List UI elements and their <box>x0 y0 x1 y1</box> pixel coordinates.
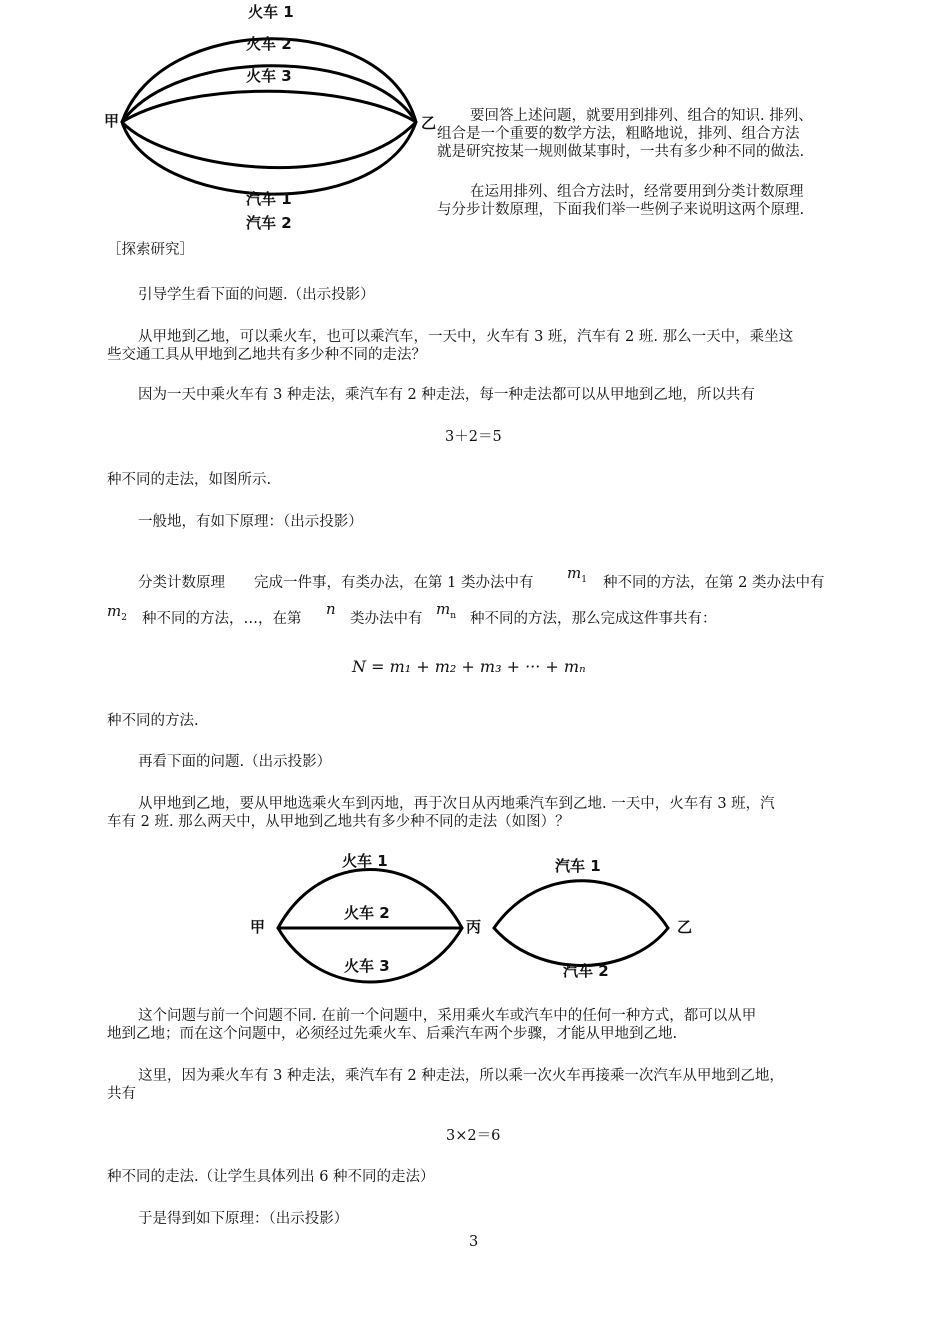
fig2-label-train-2: 火车 2 <box>344 904 390 922</box>
fig2-label-bus-2: 汽车 2 <box>563 962 609 980</box>
here-line-2: 共有 <box>107 1086 136 1102</box>
var-m1-letter: m <box>567 564 582 582</box>
principle-line-2b: 类办法中有 <box>350 611 423 627</box>
label-end-yi: 乙 <box>421 114 437 132</box>
fig2-label-jia: 甲 <box>250 918 266 936</box>
label-bus-1: 汽车 1 <box>246 190 292 208</box>
var-m2-sub: 2 <box>121 613 127 623</box>
label-train-2: 火车 2 <box>246 35 292 53</box>
page-number: 3 <box>469 1234 479 1250</box>
principle-line-1a: 分类计数原理 完成一件事，有类办法，在第 1 类办法中有 <box>138 575 534 591</box>
again-line: 再看下面的问题.（出示投影） <box>138 754 332 770</box>
route-bus-2-bottom <box>494 928 668 966</box>
sum-formula: N = m₁ + m₂ + m₃ + ··· + mₙ <box>352 657 586 676</box>
thus-line: 于是得到如下原理：（出示投影） <box>138 1211 349 1227</box>
route-bus-1-top <box>494 881 668 928</box>
result2-line: 种不同的方法. <box>107 713 199 729</box>
intro-line-2: 组合是一个重要的数学方法，粗略地说，排列、组合方法 <box>437 126 800 142</box>
result1-line: 种不同的走法，如图所示. <box>107 472 272 488</box>
question2-line-2: 车有 2 班. 那么两天中，从甲地到乙地共有多少种不同的走法（如图）？ <box>107 814 570 830</box>
label-train-3: 火车 3 <box>246 67 292 85</box>
general-line: 一般地，有如下原理：（出示投影） <box>138 514 363 530</box>
intro-line-3: 就是研究按某一规则做某事时，一共有多少种不同的做法. <box>437 144 805 160</box>
question1-line-2: 些交通工具从甲地到乙地共有多少种不同的走法？ <box>107 347 426 363</box>
intro-line-4: 在运用排列、组合方法时，经常要用到分类计数原理 <box>470 184 804 200</box>
intro-line-5: 与分步计数原理，下面我们举一些例子来说明这两个原理. <box>437 202 805 218</box>
difference-line-1: 这个问题与前一个问题不同. 在前一个问题中，采用乘火车或汽车中的任何一种方式，都可以从甲 <box>138 1008 757 1024</box>
principle-line-2c: 种不同的方法，那么完成这件事共有： <box>470 611 717 627</box>
here-line-1: 这里，因为乘火车有 3 种走法，乘汽车有 2 种走法，所以乘一次火车再接乘一次汽车从甲地到乙地， <box>138 1068 784 1084</box>
fig2-label-bing: 丙 <box>466 918 482 936</box>
label-start-jia: 甲 <box>104 112 120 130</box>
principle-line-1b: 种不同的方法，在第 2 类办法中有 <box>603 575 825 591</box>
fig2-label-train-1: 火车 1 <box>342 852 388 870</box>
var-mn-sub: n <box>450 611 457 621</box>
var-m1-sub: 1 <box>581 575 587 585</box>
result3-line: 种不同的走法.（让学生具体列出 6 种不同的走法） <box>107 1169 435 1185</box>
var-mn-letter: m <box>436 600 451 618</box>
fig2-label-yi: 乙 <box>677 918 693 936</box>
difference-line-2: 地到乙地；而在这个问题中，必须经过先乘火车、后乘汽车两个步骤，才能从甲地到乙地. <box>107 1026 678 1042</box>
guide-line: 引导学生看下面的问题.（出示投影） <box>138 287 375 303</box>
label-train-1: 火车 1 <box>248 3 294 21</box>
var-m2-letter: m <box>107 602 122 620</box>
equation-add: 3＋2＝5 <box>445 429 502 445</box>
equation-multiply: 3×2＝6 <box>446 1128 501 1144</box>
fig2-label-train-3: 火车 3 <box>344 957 390 975</box>
principle-line-2a: 种不同的方法，…，在第 <box>142 611 302 627</box>
var-n: n <box>326 600 336 618</box>
section-heading: ［探索研究］ <box>107 242 194 258</box>
question2-line-1: 从甲地到乙地，要从甲地选乘火车到丙地，再于次日从丙地乘汽车到乙地. 一天中，火车有 3 班，汽 <box>138 796 775 812</box>
intro-line-1: 要回答上述问题，就要用到排列、组合的知识. 排列、 <box>470 108 813 124</box>
fig2-label-bus-1: 汽车 1 <box>555 857 601 875</box>
question1-line-1: 从甲地到乙地，可以乘火车，也可以乘汽车，一天中，火车有 3 班，汽车有 2 班. 那么一天中，乘坐这 <box>138 329 794 345</box>
label-bus-2: 汽车 2 <box>246 214 292 232</box>
because-line: 因为一天中乘火车有 3 种走法，乘汽车有 2 种走法，每一种走法都可以从甲地到乙地，所以共有 <box>138 387 755 403</box>
